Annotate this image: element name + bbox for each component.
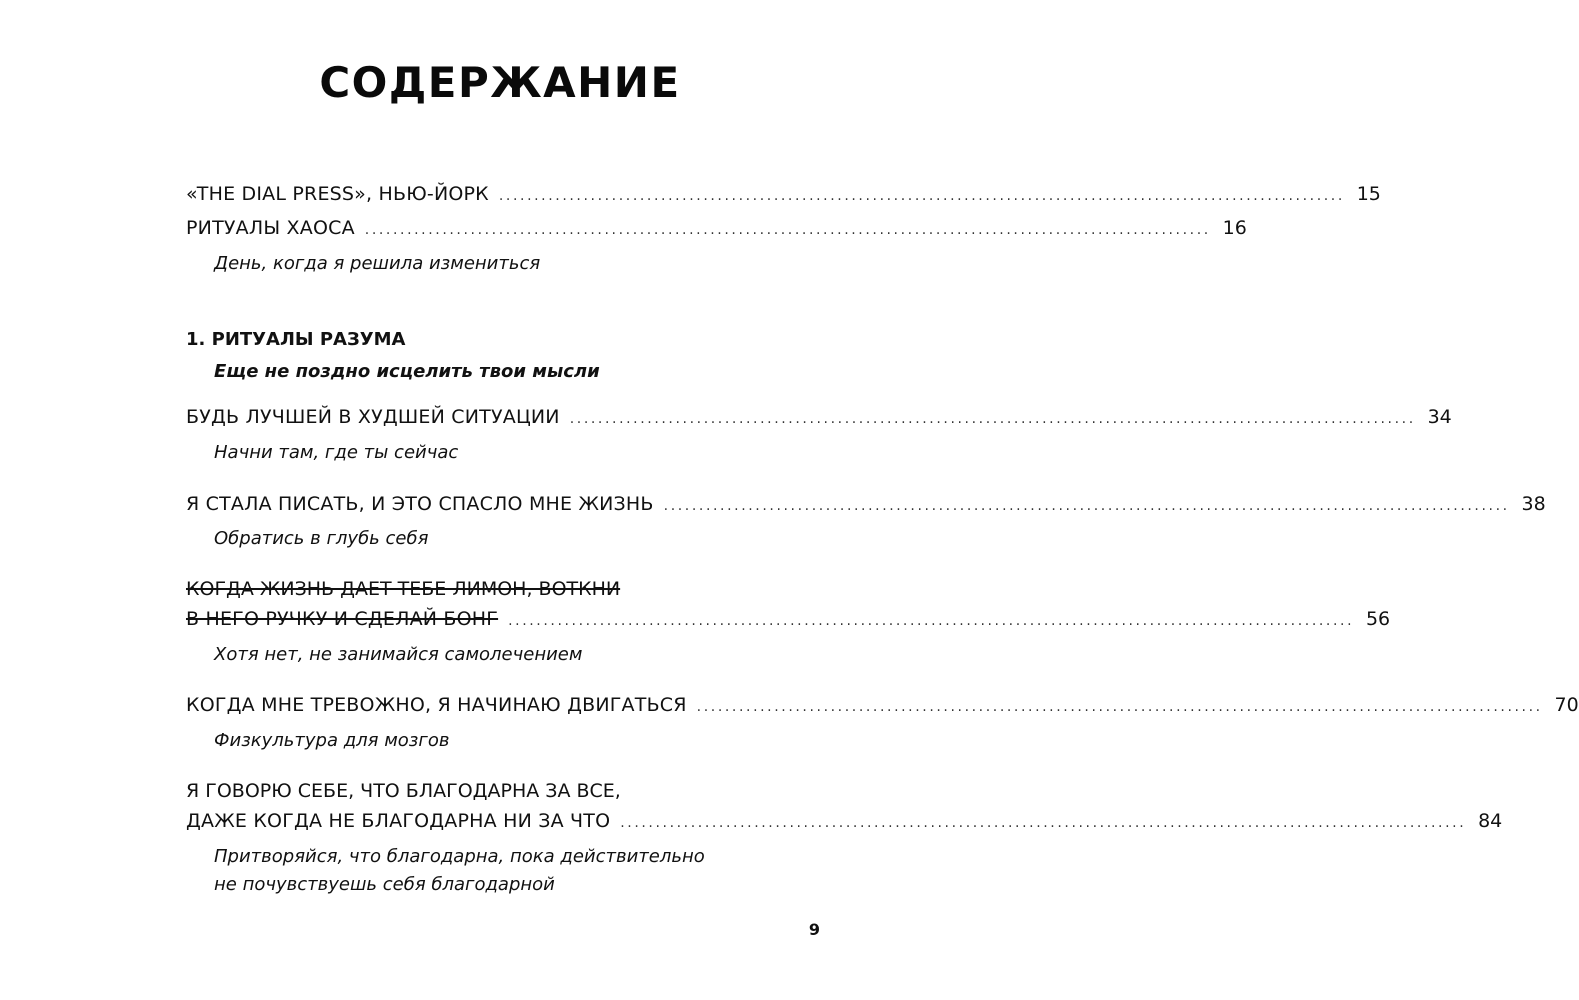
dot-leader: ........................................................................................................................: [569, 411, 1416, 427]
page-title: СОДЕРЖАНИЕ: [319, 58, 681, 107]
toc-entry-page: 70: [1554, 694, 1579, 716]
toc-entry-page: 16: [1222, 217, 1247, 239]
toc-entry-title-line: Я ГОВОРЮ СЕБЕ, ЧТО БЛАГОДАРНА ЗА ВСЕ,: [186, 780, 621, 802]
toc-entry-subtitle: Притворяйся, что благодарна, пока действительно: [214, 846, 705, 867]
toc-entry-title-line: В НЕГО РУЧКУ И СДЕЛАЙ БОНГ: [186, 608, 499, 630]
dot-leader: ........................................................................................................................: [364, 222, 1211, 238]
section-tagline: Еще не поздно исцелить твои мысли: [214, 361, 600, 382]
toc-entry-title-line: КОГДА ЖИЗНЬ ДАЕТ ТЕБЕ ЛИМОН, ВОТКНИ: [186, 578, 621, 600]
section-heading: 1. РИТУАЛЫ РАЗУМА: [186, 329, 406, 350]
toc-entry-chaos-rituals: [186, 215, 1247, 243]
toc-entry: [186, 404, 1452, 432]
toc-entry-page: 38: [1521, 493, 1546, 515]
toc-entry-title: КОГДА МНЕ ТРЕВОЖНО, Я НАЧИНАЮ ДВИГАТЬСЯ: [186, 694, 687, 716]
toc-entry-subtitle: Хотя нет, не занимайся самолечением: [214, 644, 583, 665]
dot-leader: ........................................................................................................................: [508, 613, 1355, 629]
toc-entry-subtitle: Начни там, где ты сейчас: [214, 442, 459, 463]
toc-entry-title: РИТУАЛЫ ХАОСА: [186, 217, 355, 239]
toc-entry-page: 15: [1356, 183, 1381, 205]
toc-entry-page: 56: [1365, 608, 1391, 630]
toc-entry-page: 34: [1427, 406, 1452, 428]
dot-leader: ........................................................................................................................: [498, 188, 1345, 204]
toc-entry: [186, 606, 1391, 634]
toc-entry-subtitle: Физкультура для мозгов: [214, 730, 450, 751]
dot-leader: ........................................................................................................................: [696, 699, 1543, 715]
dot-leader: ........................................................................................................................: [620, 815, 1467, 831]
toc-entry-title-line: ДАЖЕ КОГДА НЕ БЛАГОДАРНА НИ ЗА ЧТО: [186, 810, 611, 832]
toc-entry-title: «THE DIAL PRESS», НЬЮ-ЙОРК: [186, 183, 489, 205]
dot-leader: ........................................................................................................................: [663, 498, 1510, 514]
toc-entry: [186, 808, 1503, 836]
toc-entry-title: Я СТАЛА ПИСАТЬ, И ЭТО СПАСЛО МНЕ ЖИЗНЬ: [186, 493, 654, 515]
toc-entry-dial-press: [186, 181, 1381, 209]
toc-entry-subtitle: День, когда я решила измениться: [214, 253, 541, 274]
page-number: 9: [808, 920, 820, 939]
toc-entry-page: 84: [1478, 810, 1503, 832]
toc-entry-subtitle: Обратись в глубь себя: [214, 528, 429, 549]
toc-entry-subtitle: не почувствуешь себя благодарной: [214, 874, 555, 895]
toc-entry-title: БУДЬ ЛУЧШЕЙ В ХУДШЕЙ СИТУАЦИИ: [186, 406, 560, 428]
toc-entry: [186, 692, 1579, 720]
toc-entry: [186, 491, 1546, 519]
